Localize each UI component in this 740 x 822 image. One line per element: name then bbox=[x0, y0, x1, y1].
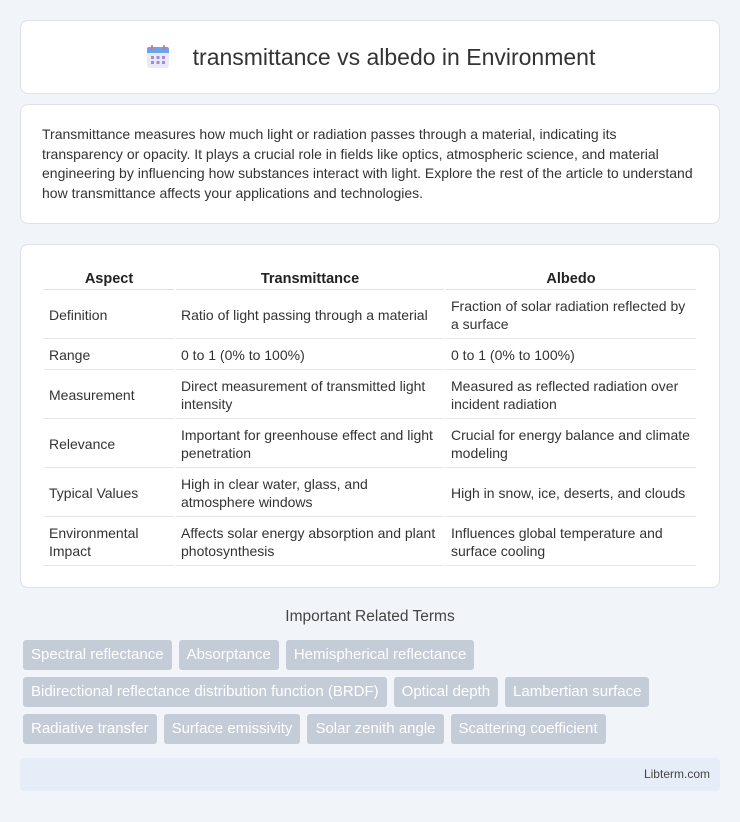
row-transmittance: High in clear water, glass, and atmosphere windows bbox=[176, 470, 444, 517]
table-row bbox=[44, 519, 696, 566]
row-transmittance: 0 to 1 (0% to 100%) bbox=[176, 341, 444, 370]
tag-link[interactable]: Lambertian surface bbox=[505, 677, 649, 707]
tag-link[interactable]: Solar zenith angle bbox=[307, 714, 443, 744]
tag-link[interactable]: Surface emissivity bbox=[164, 714, 301, 744]
tag-row bbox=[23, 714, 703, 744]
related-terms-title: Important Related Terms bbox=[285, 608, 455, 625]
tag-link[interactable]: Absorptance bbox=[179, 640, 279, 670]
row-albedo: Influences global temperature and surface cooling bbox=[446, 519, 696, 566]
calendar-icon bbox=[145, 44, 171, 70]
tag-link[interactable]: Spectral reflectance bbox=[23, 640, 172, 670]
header-card bbox=[20, 20, 720, 94]
table-row bbox=[44, 470, 696, 517]
table-row bbox=[44, 421, 696, 468]
tag-link[interactable]: Hemispherical reflectance bbox=[286, 640, 475, 670]
header-transmittance: Transmittance bbox=[176, 267, 444, 290]
footer-link[interactable]: Libterm.com bbox=[643, 767, 710, 781]
table-row bbox=[44, 292, 696, 339]
row-transmittance: Ratio of light passing through a material bbox=[176, 292, 444, 339]
header-albedo: Albedo bbox=[446, 267, 696, 290]
row-albedo: Crucial for energy balance and climate modeling bbox=[446, 421, 696, 468]
tag-link[interactable]: Bidirectional reflectance distribution function (BRDF) bbox=[23, 677, 387, 707]
table-header-row bbox=[44, 267, 696, 290]
row-transmittance: Direct measurement of transmitted light intensity bbox=[176, 372, 444, 419]
row-albedo: Measured as reflected radiation over incident radiation bbox=[446, 372, 696, 419]
row-aspect: Range bbox=[44, 341, 174, 370]
row-aspect: Definition bbox=[44, 292, 174, 339]
header-aspect: Aspect bbox=[44, 267, 174, 290]
tag-row bbox=[23, 640, 703, 670]
comparison-card bbox=[20, 244, 720, 588]
intro-card bbox=[20, 104, 720, 224]
row-aspect: Measurement bbox=[44, 372, 174, 419]
tag-link[interactable]: Radiative transfer bbox=[23, 714, 157, 744]
tag-link[interactable]: Optical depth bbox=[394, 677, 498, 707]
related-terms bbox=[23, 640, 703, 751]
table-row bbox=[44, 372, 696, 419]
row-transmittance: Affects solar energy absorption and plant photosynthesis bbox=[176, 519, 444, 566]
row-albedo: 0 to 1 (0% to 100%) bbox=[446, 341, 696, 370]
row-aspect: Typical Values bbox=[44, 470, 174, 517]
table-row bbox=[44, 341, 696, 370]
tag-row bbox=[23, 677, 703, 707]
row-albedo: High in snow, ice, deserts, and clouds bbox=[446, 470, 696, 517]
row-aspect: Environmental Impact bbox=[44, 519, 174, 566]
footer bbox=[20, 758, 720, 791]
page-title: transmittance vs albedo in Environment bbox=[192, 43, 596, 70]
intro-text: Transmittance measures how much light or radiation passes through a material, indicating its transparency or opacity. It plays a crucial role in fields like optics, atmospheric science, and material engineering by influencing how substances interact with light. Explore the rest of the article to understand how transmittance affects your applications and technologies. bbox=[42, 126, 693, 201]
row-aspect: Relevance bbox=[44, 421, 174, 468]
row-transmittance: Important for greenhouse effect and light penetration bbox=[176, 421, 444, 468]
comparison-table bbox=[42, 265, 698, 568]
row-albedo: Fraction of solar radiation reflected by a surface bbox=[446, 292, 696, 339]
tag-link[interactable]: Scattering coefficient bbox=[451, 714, 606, 744]
